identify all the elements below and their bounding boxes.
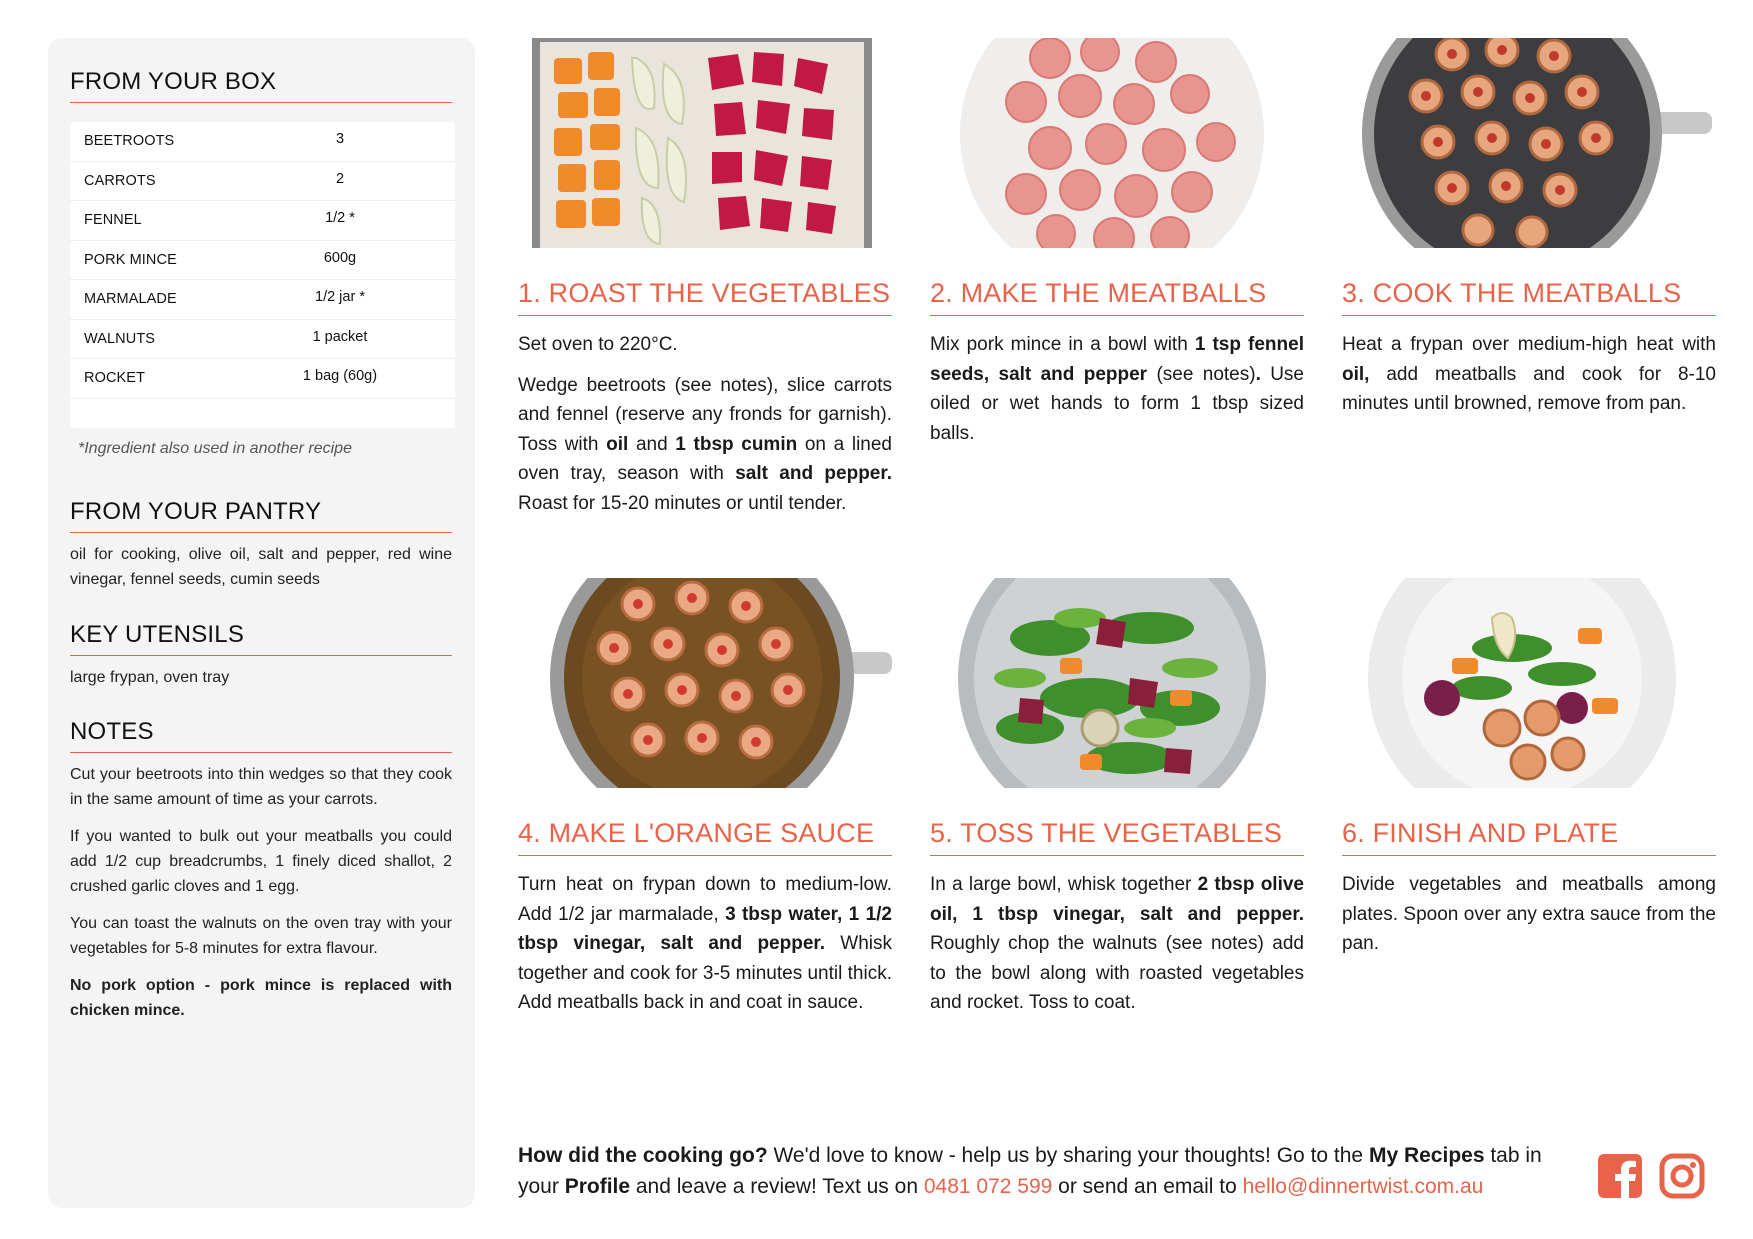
- plated-dish-photo: [1342, 578, 1716, 788]
- feedback-question: How did the cooking go?: [518, 1144, 768, 1167]
- browned-meatballs-photo: [1342, 38, 1716, 248]
- ingredient-name: WALNUTS: [84, 330, 156, 347]
- step-title: 4. MAKE L'ORANGE SAUCE: [518, 818, 892, 856]
- email-link[interactable]: hello@dinnertwist.com.au: [1242, 1175, 1484, 1198]
- from-your-box-heading: FROM YOUR BOX: [70, 68, 452, 103]
- step-4: [518, 578, 892, 1029]
- step-text: Divide vegetables and meatballs among plates. Spoon over any extra sauce from the pan.: [1342, 874, 1716, 954]
- no-pork-note: No pork option - pork mince is replaced with chicken mince.: [70, 977, 452, 1019]
- notes-heading: NOTES: [70, 718, 452, 753]
- step-text: Mix pork mince in a bowl with 1 tsp fennel seeds, salt and pepper (see notes). Use oiled or wet hands to form 1 tbsp sized balls.: [930, 334, 1305, 444]
- note-item: You can toast the walnuts on the oven tray with your vegetables for 5-8 minutes for extra flavour.: [70, 915, 452, 957]
- step-text: Heat a frypan over medium-high heat with oil, add meatballs and cook for 8-10 minutes until browned, remove from pan.: [1342, 334, 1716, 414]
- ingredient-qty: 3: [335, 131, 345, 147]
- note-item: Cut your beetroots into thin wedges so that they cook in the same amount of time as your carrots.: [70, 766, 452, 808]
- ingredient-name: ROCKET: [84, 370, 146, 386]
- note-item: If you wanted to bulk out your meatballs you could add 1/2 cup breadcrumbs, 1 finely diced shallot, 2 crushed garlic cloves and 1 egg.: [70, 828, 452, 895]
- feedback-footer: How did the cooking go? We'd love to know - help us by sharing your thoughts! Go to the My Recipes tab in your Profile and leave a review! Text us on 0481 072 599 or send an email to hello@dinnertwist.com.au: [518, 1144, 1542, 1198]
- table-row: [70, 201, 455, 241]
- tossed-salad-photo: [930, 578, 1304, 788]
- step-title: 5. TOSS THE VEGETABLES: [930, 818, 1304, 856]
- ingredient-footnote: *Ingredient also used in another recipe: [78, 440, 352, 457]
- step-title: 6. FINISH AND PLATE: [1342, 818, 1716, 856]
- step-body: [1342, 330, 1716, 419]
- raw-meatballs-photo: [930, 38, 1304, 248]
- step-6: [1342, 578, 1716, 970]
- step-text: Turn heat on frypan down to medium-low. Add 1/2 jar marmalade, 3 tbsp water, 1 1/2 tbsp vinegar, salt and pepper. Whisk together and cook for 3-5 minutes until thick. Add meatballs back in and coat in sauce.: [518, 874, 893, 1013]
- step-title: 2. MAKE THE MEATBALLS: [930, 278, 1304, 316]
- instagram-icon[interactable]: [1658, 1152, 1706, 1200]
- ingredient-qty: 1/2 *: [325, 210, 355, 226]
- ingredient-qty: 2: [335, 170, 345, 187]
- ingredient-qty: 600g: [323, 249, 357, 266]
- ingredient-name: MARMALADE: [84, 291, 177, 307]
- phone-link[interactable]: 0481 072 599: [923, 1175, 1053, 1198]
- table-row: [70, 241, 455, 281]
- step-text: Set oven to 220°C.: [518, 334, 678, 355]
- profile-link[interactable]: Profile: [564, 1175, 631, 1198]
- table-row: [70, 359, 455, 399]
- ingredient-name: FENNEL: [84, 212, 142, 228]
- table-row: [70, 122, 455, 162]
- step-body: [518, 330, 892, 518]
- ingredients-table: [70, 122, 455, 428]
- step-2: [930, 38, 1304, 459]
- key-utensils-heading: KEY UTENSILS: [70, 621, 452, 656]
- utensils-text: large frypan, oven tray: [70, 669, 230, 686]
- step-text: Wedge beetroots (see notes), slice carrots and fennel (reserve any fronds for garnish). Toss with oil and 1 tbsp cumin on a lined oven tray, season with salt and pepper. Roast for 15-20 minutes or until tender.: [518, 374, 892, 514]
- ingredient-name: PORK MINCE: [84, 251, 177, 268]
- step-title: 1. ROAST THE VEGETABLES: [518, 278, 892, 316]
- ingredient-qty: 1/2 jar *: [315, 289, 365, 305]
- sauce-meatballs-photo: [518, 578, 892, 788]
- table-row: [70, 280, 455, 320]
- pantry-text: oil for cooking, olive oil, salt and pepper, red wine vinegar, fennel seeds, cumin seeds: [70, 546, 452, 588]
- step-text: In a large bowl, whisk together 2 tbsp olive oil, 1 tbsp vinegar, salt and pepper. Roughly chop the walnuts (see notes) add to the bowl along with roasted vegetables and rocket. Toss to coat.: [930, 874, 1304, 1013]
- my-recipes-link[interactable]: My Recipes: [1368, 1144, 1485, 1167]
- ingredients-sidebar: [48, 38, 475, 1208]
- step-body: [930, 330, 1304, 448]
- step-body: [518, 870, 892, 1018]
- step-body: [930, 870, 1304, 1018]
- ingredient-qty: 1 bag (60g): [302, 368, 378, 384]
- from-your-pantry-heading: FROM YOUR PANTRY: [70, 498, 452, 533]
- step-body: [1342, 870, 1716, 959]
- facebook-icon[interactable]: [1596, 1152, 1644, 1200]
- ingredient-name: CARROTS: [84, 172, 156, 189]
- step-5: [930, 578, 1304, 1029]
- ingredient-qty: 1 packet: [312, 328, 368, 345]
- table-row: [70, 162, 455, 202]
- table-row: [70, 320, 455, 360]
- step-3: [1342, 38, 1716, 430]
- step-1: [518, 38, 892, 529]
- ingredient-name: BEETROOTS: [84, 133, 175, 149]
- roast-vegetables-photo: [518, 38, 892, 248]
- step-title: 3. COOK THE MEATBALLS: [1342, 278, 1716, 316]
